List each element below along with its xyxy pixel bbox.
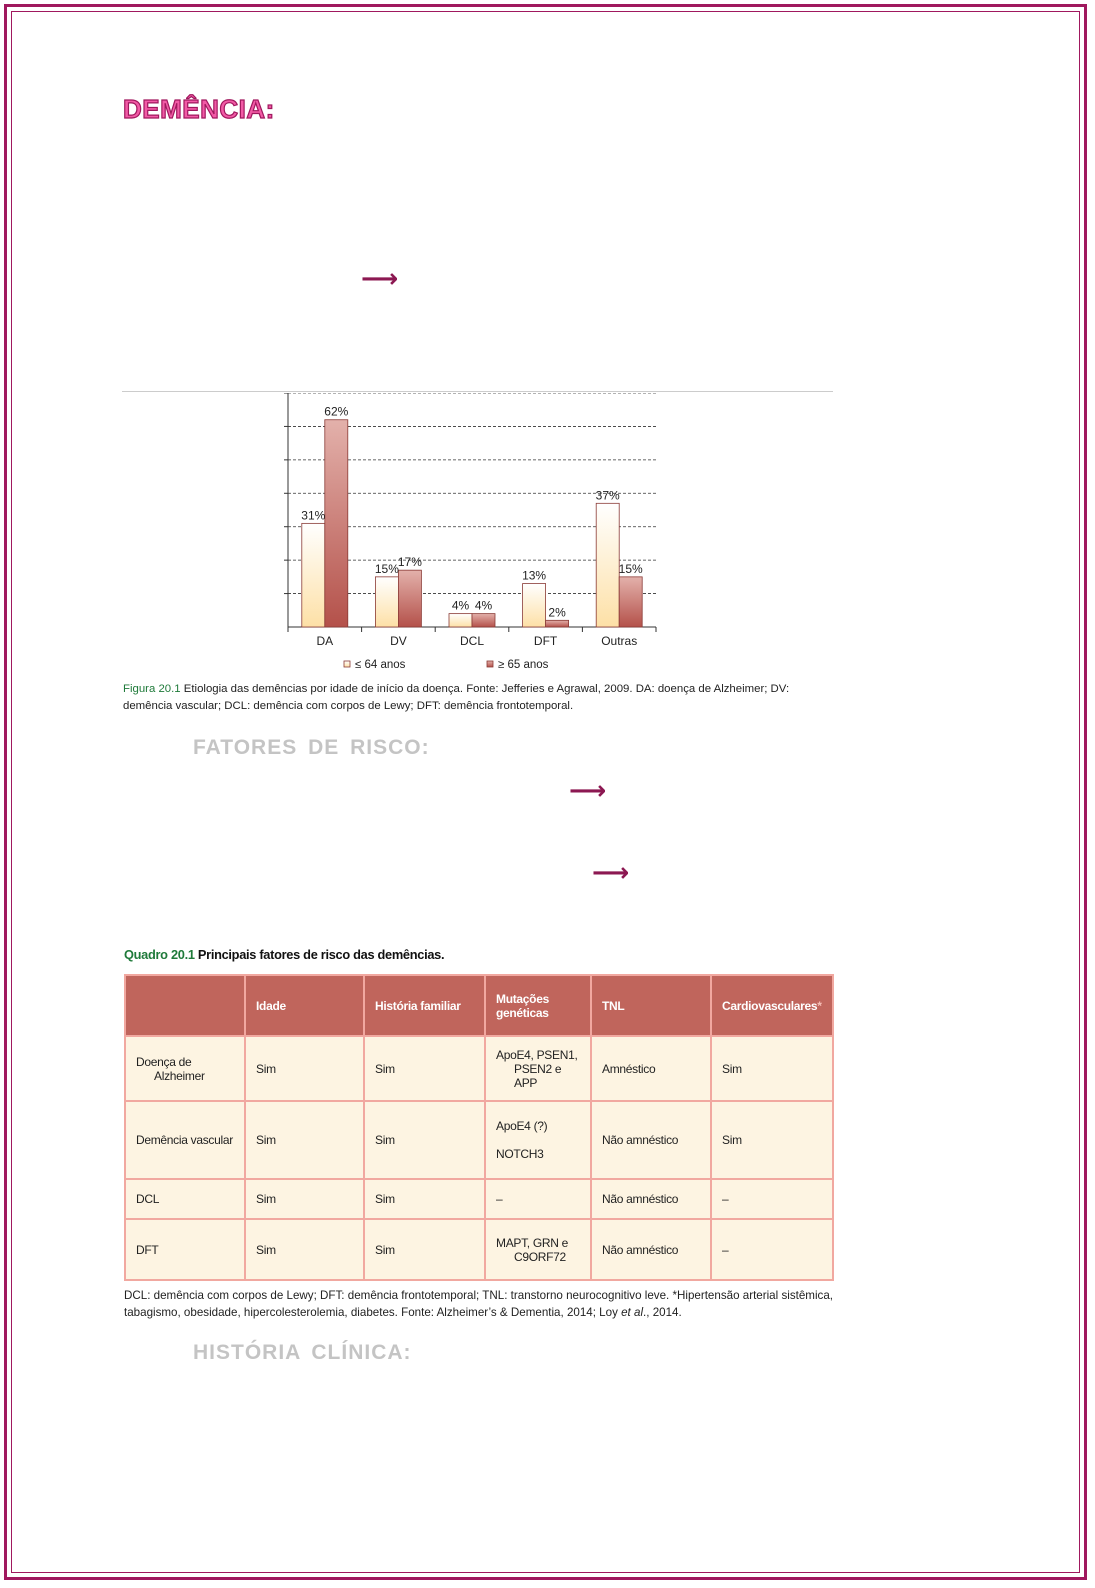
x-tick-label: DFT [533, 634, 558, 648]
figure-caption [123, 681, 833, 715]
bar [449, 614, 472, 627]
table-title-text: Principais fatores de risco das demências. [194, 947, 445, 962]
table-cell: Sim [245, 1219, 364, 1280]
bar-data-label: 13% [522, 568, 547, 583]
table-cell: Sim [245, 1036, 364, 1101]
table-cell: Amnéstico [591, 1036, 711, 1101]
table-footnote [124, 1287, 833, 1321]
table-header-row [125, 975, 833, 1036]
table-cell: Sim [364, 1179, 485, 1219]
legend-swatch [487, 661, 493, 667]
bar-data-label: 2% [548, 605, 566, 620]
footnote-italic: et al [621, 1306, 644, 1319]
x-tick-label: Outras [601, 634, 638, 648]
cell-text: Alzheimer [154, 1068, 205, 1083]
arrow-icon: ⟶ [361, 264, 399, 294]
cell-text: ApoE4, PSEN1, [496, 1047, 578, 1062]
table-header-cell: História familiar [364, 975, 485, 1036]
section-heading-risk: FATORES DE RISCO: [193, 736, 430, 759]
footnote-mark: * [817, 998, 822, 1013]
bar-data-label: 4% [474, 598, 493, 613]
legend-label: ≤ 64 anos [355, 659, 406, 671]
table-label: Quadro 20.1 [124, 947, 195, 962]
bar [619, 577, 642, 627]
table-cell: Não amnéstico [591, 1179, 711, 1219]
x-tick-label: DCL [459, 634, 485, 648]
table-row [125, 1219, 833, 1280]
x-tick-label: DA [316, 634, 334, 648]
page-title: DEMÊNCIA: [123, 94, 275, 124]
table-header-cell: Idade [245, 975, 364, 1036]
risk-factors-table [124, 974, 834, 1281]
bar-data-label: 62% [324, 404, 349, 419]
table-header-cell [711, 975, 833, 1036]
table-cell: Não amnéstico [591, 1101, 711, 1179]
table-header-cell [125, 975, 245, 1036]
figure-caption-text: Etiologia das demências por idade de início da doença. Fonte: Jefferies e Agrawal, 2009. DA: doença de Alzheimer; DV: demência vascular; DCL: demência com corpos de Lewy; DFT: demência frontotemporal. [123, 683, 790, 712]
bar-data-label: 17% [397, 555, 422, 570]
bar [302, 523, 325, 627]
table-cell: – [485, 1179, 591, 1219]
table-cell: Sim [364, 1219, 485, 1280]
page-border-inner [11, 11, 1080, 1573]
section-heading-history: HISTÓRIA CLÍNICA: [193, 1341, 412, 1364]
table-row [125, 1179, 833, 1219]
bar-data-label: 37% [595, 488, 620, 503]
x-tick-label: DV [390, 634, 407, 648]
table-cell: Sim [245, 1179, 364, 1219]
table-cell: DCL [125, 1179, 245, 1219]
table-cell: Sim [364, 1101, 485, 1179]
footnote-text: DCL: demência com corpos de Lewy; DFT: demência frontotemporal; TNL: transtorno neurocognitivo leve. *Hipertensão arterial sistêmica, tabagismo, obesidade, hipercolesterolemia, diabetes. Fonte: Alzheimer’s & Dementia, 2014; Loy [124, 1289, 833, 1319]
bar-data-label: 15% [618, 561, 643, 576]
header-label: Cardiovasculares [722, 998, 818, 1013]
arrow-icon: ⟶ [592, 858, 630, 888]
table-cell: – [711, 1219, 833, 1280]
table-cell: Demência vascular [125, 1101, 245, 1179]
bar [546, 620, 569, 627]
bar [398, 570, 421, 627]
table-cell: Sim [711, 1036, 833, 1101]
cell-text: NOTCH3 [496, 1147, 544, 1161]
table-cell: Sim [364, 1036, 485, 1101]
legend-label: ≥ 65 anos [498, 659, 549, 671]
bar [325, 420, 348, 627]
table-title [124, 947, 444, 962]
table-cell: DFT [125, 1219, 245, 1280]
bar-data-label: 4% [451, 598, 470, 613]
table-cell [485, 1101, 591, 1179]
cell-text: PSEN2 e APP [514, 1061, 562, 1090]
table-header-cell: TNL [591, 975, 711, 1036]
table-row [125, 1101, 833, 1179]
arrow-icon: ⟶ [569, 776, 607, 806]
table-cell: Sim [245, 1101, 364, 1179]
figure-label: Figura 20.1 [123, 683, 181, 695]
etiology-bar-chart [268, 393, 668, 678]
bar [523, 584, 546, 627]
cell-text: ApoE4 (?) [496, 1119, 548, 1133]
bar [472, 614, 495, 627]
cell-text: Doença de [136, 1054, 192, 1069]
divider [122, 391, 833, 392]
bar-data-label: 15% [374, 561, 399, 576]
table-cell: Sim [711, 1101, 833, 1179]
table-header-cell: Mutações genéticas [485, 975, 591, 1036]
bar [375, 577, 398, 627]
table-cell [485, 1219, 591, 1280]
bar-data-label: 31% [301, 508, 326, 523]
table-row [125, 1036, 833, 1101]
cell-text: C9ORF72 [514, 1249, 566, 1264]
footnote-end: ., 2014. [643, 1306, 682, 1319]
table-cell [485, 1036, 591, 1101]
table-cell [125, 1036, 245, 1101]
cell-text: MAPT, GRN e [496, 1235, 569, 1250]
table-cell: Não amnéstico [591, 1219, 711, 1280]
table-cell: – [711, 1179, 833, 1219]
legend-swatch [344, 661, 350, 667]
bar [596, 503, 619, 627]
